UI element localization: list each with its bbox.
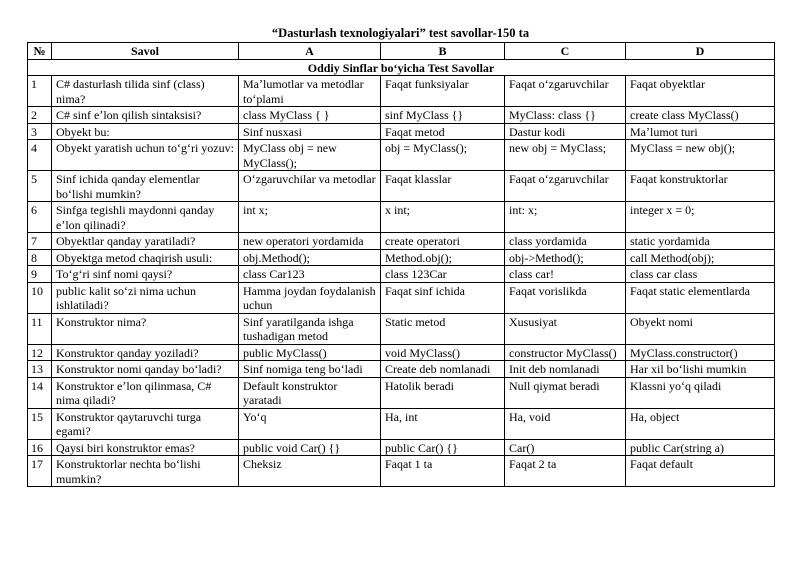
header-option-b: B	[381, 43, 505, 60]
table-row	[28, 140, 775, 171]
question-text: Konstruktorlar nechta boʻlishi mumkin?	[52, 456, 239, 487]
option-b: Faqat sinf ichida	[381, 282, 505, 313]
question-number: 4	[28, 140, 52, 171]
header-number: №	[28, 43, 52, 60]
question-text: Qaysi biri konstruktor emas?	[52, 439, 239, 456]
option-c: class car!	[505, 266, 626, 283]
question-text: Obyekt bu:	[52, 123, 239, 140]
quiz-table	[27, 42, 775, 487]
question-number: 3	[28, 123, 52, 140]
table-row	[28, 107, 775, 124]
question-number: 11	[28, 313, 52, 344]
option-b: Hatolik beradi	[381, 377, 505, 408]
table-row	[28, 123, 775, 140]
table-row	[28, 456, 775, 487]
question-number: 9	[28, 266, 52, 283]
option-a: Maʼlumotlar va metodlar toʻplami	[239, 76, 381, 107]
question-number: 6	[28, 202, 52, 233]
option-b: Faqat 1 ta	[381, 456, 505, 487]
option-b: sinf MyClass {}	[381, 107, 505, 124]
option-c: obj->Method();	[505, 249, 626, 266]
question-text: Sinfga tegishli maydonni qanday eʼlon qilinadi?	[52, 202, 239, 233]
option-b: public Car() {}	[381, 439, 505, 456]
table-row	[28, 344, 775, 361]
header-option-a: A	[239, 43, 381, 60]
option-a: class Car123	[239, 266, 381, 283]
option-d: Maʼlumot turi	[626, 123, 775, 140]
table-row	[28, 361, 775, 378]
table-row	[28, 233, 775, 250]
header-question: Savol	[52, 43, 239, 60]
question-number: 8	[28, 249, 52, 266]
question-text: C# dasturlash tilida sinf (class) nima?	[52, 76, 239, 107]
question-text: Obyektlar qanday yaratiladi?	[52, 233, 239, 250]
option-c: int: x;	[505, 202, 626, 233]
option-d: static yordamida	[626, 233, 775, 250]
question-text: Konstruktor eʼlon qilinmasa, C# nima qiladi?	[52, 377, 239, 408]
option-d: class car class	[626, 266, 775, 283]
header-option-c: C	[505, 43, 626, 60]
option-b: create operatori	[381, 233, 505, 250]
option-a: Hamma joydan foydalanish uchun	[239, 282, 381, 313]
option-a: Yoʻq	[239, 408, 381, 439]
question-text: Konstruktor qaytaruvchi turga egami?	[52, 408, 239, 439]
question-text: Konstruktor nomi qanday boʻladi?	[52, 361, 239, 378]
question-text: Obyektga metod chaqirish usuli:	[52, 249, 239, 266]
option-d: Faqat obyektlar	[626, 76, 775, 107]
option-a: Sinf nusxasi	[239, 123, 381, 140]
question-text: Sinf ichida qanday elementlar boʻlishi mumkin?	[52, 171, 239, 202]
option-b: Faqat metod	[381, 123, 505, 140]
table-row	[28, 282, 775, 313]
option-d: Har xil boʻlishi mumkin	[626, 361, 775, 378]
table-row	[28, 171, 775, 202]
option-a: Oʻzgaruvchilar va metodlar	[239, 171, 381, 202]
option-a: obj.Method();	[239, 249, 381, 266]
question-text: Toʻgʻri sinf nomi qaysi?	[52, 266, 239, 283]
question-text: Konstruktor nima?	[52, 313, 239, 344]
option-c: Faqat 2 ta	[505, 456, 626, 487]
option-d: create class MyClass()	[626, 107, 775, 124]
question-number: 14	[28, 377, 52, 408]
question-number: 16	[28, 439, 52, 456]
option-a: MyClass obj = new MyClass();	[239, 140, 381, 171]
document-title: “Dasturlash texnologiyalari” test savollar-150 ta	[271, 26, 530, 40]
table-row	[28, 377, 775, 408]
header-option-d: D	[626, 43, 775, 60]
option-b: Static metod	[381, 313, 505, 344]
option-a: Sinf nomiga teng boʻladi	[239, 361, 381, 378]
question-number: 7	[28, 233, 52, 250]
question-number: 10	[28, 282, 52, 313]
option-d: MyClass.constructor()	[626, 344, 775, 361]
question-text: public kalit soʻzi nima uchun ishlatiladi?	[52, 282, 239, 313]
question-number: 1	[28, 76, 52, 107]
option-c: new obj = MyClass;	[505, 140, 626, 171]
option-d: Ha, object	[626, 408, 775, 439]
option-c: Car()	[505, 439, 626, 456]
option-b: obj = MyClass();	[381, 140, 505, 171]
option-c: constructor MyClass()	[505, 344, 626, 361]
option-b: Method.obj();	[381, 249, 505, 266]
option-b: class 123Car	[381, 266, 505, 283]
question-text: Obyekt yaratish uchun toʻgʻri yozuv:	[52, 140, 239, 171]
option-a: new operatori yordamida	[239, 233, 381, 250]
option-c: Null qiymat beradi	[505, 377, 626, 408]
option-c: MyClass: class {}	[505, 107, 626, 124]
option-d: integer x = 0;	[626, 202, 775, 233]
option-a: Default konstruktor yaratadi	[239, 377, 381, 408]
question-number: 15	[28, 408, 52, 439]
option-a: int x;	[239, 202, 381, 233]
option-d: Obyekt nomi	[626, 313, 775, 344]
option-a: public MyClass()	[239, 344, 381, 361]
question-number: 12	[28, 344, 52, 361]
table-row	[28, 313, 775, 344]
option-b: Create deb nomlanadi	[381, 361, 505, 378]
question-number: 13	[28, 361, 52, 378]
option-d: Faqat default	[626, 456, 775, 487]
header-row	[28, 43, 775, 60]
table-row	[28, 76, 775, 107]
option-a: public void Car() {}	[239, 439, 381, 456]
option-d: call Method(obj);	[626, 249, 775, 266]
section-row	[28, 59, 775, 76]
option-c: Init deb nomlanadi	[505, 361, 626, 378]
option-b: Ha, int	[381, 408, 505, 439]
option-c: Xususiyat	[505, 313, 626, 344]
option-c: Faqat oʻzgaruvchilar	[505, 171, 626, 202]
option-d: MyClass = new obj();	[626, 140, 775, 171]
option-c: Faqat oʻzgaruvchilar	[505, 76, 626, 107]
question-text: Konstruktor qanday yoziladi?	[52, 344, 239, 361]
option-a: Sinf yaratilganda ishga tushadigan metod	[239, 313, 381, 344]
table-row	[28, 408, 775, 439]
table-row	[28, 249, 775, 266]
option-b: void MyClass()	[381, 344, 505, 361]
option-c: Ha, void	[505, 408, 626, 439]
option-d: Faqat static elementlarda	[626, 282, 775, 313]
option-d: public Car(string a)	[626, 439, 775, 456]
option-c: Dastur kodi	[505, 123, 626, 140]
option-a: class MyClass { }	[239, 107, 381, 124]
question-number: 17	[28, 456, 52, 487]
option-d: Klassni yoʻq qiladi	[626, 377, 775, 408]
question-text: C# sinf eʼlon qilish sintaksisi?	[52, 107, 239, 124]
option-c: Faqat vorislikda	[505, 282, 626, 313]
option-b: x int;	[381, 202, 505, 233]
option-c: class yordamida	[505, 233, 626, 250]
question-number: 5	[28, 171, 52, 202]
option-b: Faqat klasslar	[381, 171, 505, 202]
table-row	[28, 202, 775, 233]
table-row	[28, 266, 775, 283]
table-row	[28, 439, 775, 456]
question-number: 2	[28, 107, 52, 124]
option-b: Faqat funksiyalar	[381, 76, 505, 107]
section-title: Oddiy Sinflar boʻyicha Test Savollar	[28, 59, 775, 76]
option-d: Faqat konstruktorlar	[626, 171, 775, 202]
option-a: Cheksiz	[239, 456, 381, 487]
